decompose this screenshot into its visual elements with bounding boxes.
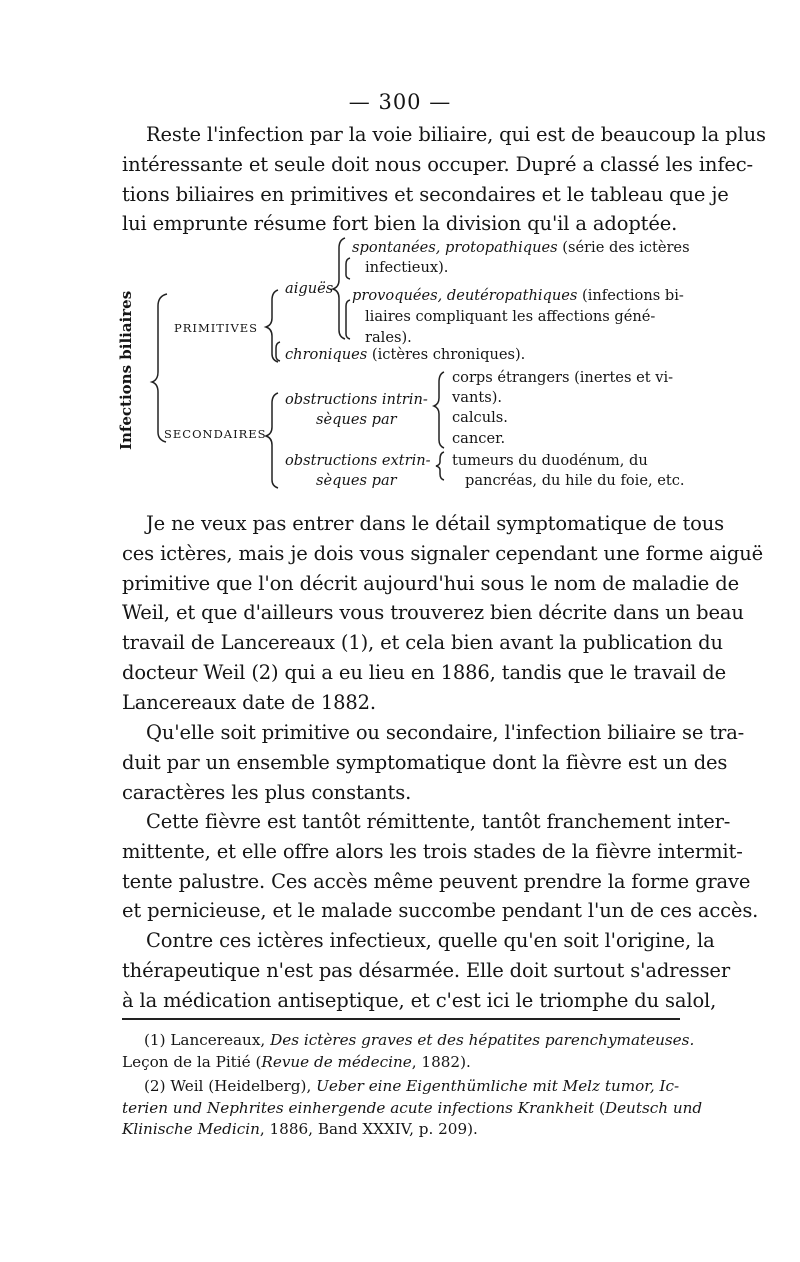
footnote-2-title-cont: terien und Nephrites einhergende acute infections Krankheit (122, 1098, 595, 1117)
body-line: travail de Lancereaux (1), et cela bien avant la publication du (122, 631, 723, 655)
body-line: caractères les plus constants. (122, 780, 412, 804)
body-line: mittente, et elle offre alors les trois stades de la fièvre intermit- (122, 839, 743, 863)
footnote-rule (122, 1018, 680, 1020)
brace-primitives (266, 290, 278, 362)
footnote-1-journal: Revue de médecine (261, 1052, 412, 1071)
spontanees-line-2: infectieux). (365, 259, 449, 276)
intrinseque-item: corps étrangers (inertes et vi- (452, 369, 674, 386)
extrinseque-item: tumeurs du duodénum, du (452, 452, 648, 469)
body-paragraph-1 (122, 509, 764, 718)
body-line: à la médication antiseptique, et c'est ici le triomphe du salol, (122, 988, 717, 1012)
footnote-1-year: , 1882). (411, 1052, 471, 1071)
footnote-line (122, 1030, 695, 1052)
extrinseques-line-1: obstructions extrin- (285, 452, 431, 469)
body-line: Weil, et que d'ailleurs vous trouverez bien décrite dans un beau (122, 601, 744, 625)
brace-provoquees (346, 300, 350, 339)
brace-spontanees (346, 258, 350, 279)
provoquees-line (352, 286, 684, 306)
extrinseques-line-2: sèques par (316, 472, 397, 489)
footnote-2-title: Ueber eine Eigenthümliche mit Melz tumor, Ic- (316, 1077, 680, 1095)
body-line: ces ictères, mais je dois vous signaler cependant une forme aiguë (122, 541, 764, 565)
body-line: Lancereaux date de 1882. (122, 690, 376, 714)
classification-table (0, 0, 800, 520)
page-number: — 300 — (348, 90, 452, 114)
body-line: Je ne veux pas entrer dans le détail symptomatique de tous (146, 512, 725, 535)
provoquees-desc: (infections bi- (577, 287, 684, 304)
brace-aigues (333, 238, 345, 339)
chroniques-desc: (ictères chroniques). (367, 346, 526, 363)
brace-secondaires (266, 393, 278, 488)
footnote-line (122, 1098, 703, 1120)
footnote-1-title: Des ictères graves et des hépatites parenchymateuses. (270, 1031, 695, 1049)
extrinseque-item: pancréas, du hile du foie, etc. (465, 472, 685, 489)
footnote-2-journal: Deutsch und (604, 1098, 703, 1117)
body-line: Cette fièvre est tantôt rémittente, tantôt franchement inter- (146, 810, 731, 833)
chroniques-term: chroniques (285, 346, 368, 363)
provoquees-line-2: liaires compliquant les affections géné- (365, 308, 656, 325)
footnote-2 (122, 1076, 703, 1141)
body-line: primitive que l'on décrit aujourd'hui sous le nom de maladie de (122, 571, 739, 595)
intrinseques-line-2: sèques par (316, 411, 397, 428)
intro-paragraph (122, 120, 766, 239)
chroniques-line (285, 345, 525, 365)
footnote-1-source: Leçon de la Pitié ( (122, 1052, 262, 1071)
aigues-label: aiguës (285, 280, 334, 297)
body-paragraph-3 (122, 807, 759, 926)
intrinseque-item: calculs. (452, 409, 508, 426)
intrinseques-line-1: obstructions intrin- (285, 391, 428, 408)
body-line: tente palustre. Ces accès même peuvent prendre la forme grave (122, 869, 751, 893)
intrinseque-item: vants). (452, 389, 503, 406)
footnote-2-paren: ( (594, 1098, 605, 1117)
provoquees-term: provoquées, deutéropathiques (352, 287, 578, 304)
brace-intrinseques (434, 372, 444, 448)
body-line: duit par un ensemble symptomatique dont la fièvre est un des (122, 750, 728, 774)
intro-line: Reste l'infection par la voie biliaire, qui est de beaucoup la plus (146, 123, 766, 146)
body-paragraph-4 (122, 926, 730, 1015)
primitives-label: PRIMITIVES (174, 321, 259, 335)
provoquees-line-3: rales). (365, 329, 412, 346)
spontanees-line (352, 238, 690, 258)
body-line: thérapeutique n'est pas désarmée. Elle doit surtout s'adresser (122, 958, 730, 982)
intro-line: intéressante et seule doit nous occuper. Dupré a classé les infec- (122, 152, 754, 176)
intro-line: tions biliaires en primitives et secondaires et le tableau que je (122, 182, 729, 206)
intro-line: lui emprunte résume fort bien la division qu'il a adoptée. (122, 212, 678, 236)
body-line: docteur Weil (2) qui a eu lieu en 1886, tandis que le travail de (122, 660, 726, 684)
footnote-2-journal-cont: Klinische Medicin (122, 1120, 260, 1138)
footnote-2-author: (2) Weil (Heidelberg), (144, 1077, 317, 1095)
footnote-1-author: (1) Lancereaux, (144, 1031, 271, 1049)
brace-chroniques (276, 342, 280, 361)
body-line: Qu'elle soit primitive ou secondaire, l'infection biliaire se tra- (146, 721, 745, 744)
infections-biliaires-label: Infections biliaires (117, 290, 135, 450)
footnote-line (122, 1076, 680, 1098)
brace-main (152, 294, 167, 442)
secondaires-label: SECONDAIRES (164, 427, 267, 441)
body-line: et pernicieuse, et le malade succombe pendant l'un de ces accès. (122, 899, 759, 923)
brace-extrinseques (436, 452, 444, 480)
intrinseque-item: cancer. (452, 430, 506, 447)
spontanees-term: spontanées, protopathiques (352, 239, 558, 256)
footnote-line (122, 1052, 680, 1074)
footnote-line (122, 1119, 680, 1141)
footnote-1 (122, 1030, 695, 1073)
spontanees-desc: (série des ictères (557, 239, 690, 256)
body-line: Contre ces ictères infectieux, quelle qu'en soit l'origine, la (146, 929, 715, 952)
body-paragraph-2 (122, 718, 745, 807)
footnote-2-ref: , 1886, Band XXXIV, p. 209). (259, 1120, 478, 1138)
